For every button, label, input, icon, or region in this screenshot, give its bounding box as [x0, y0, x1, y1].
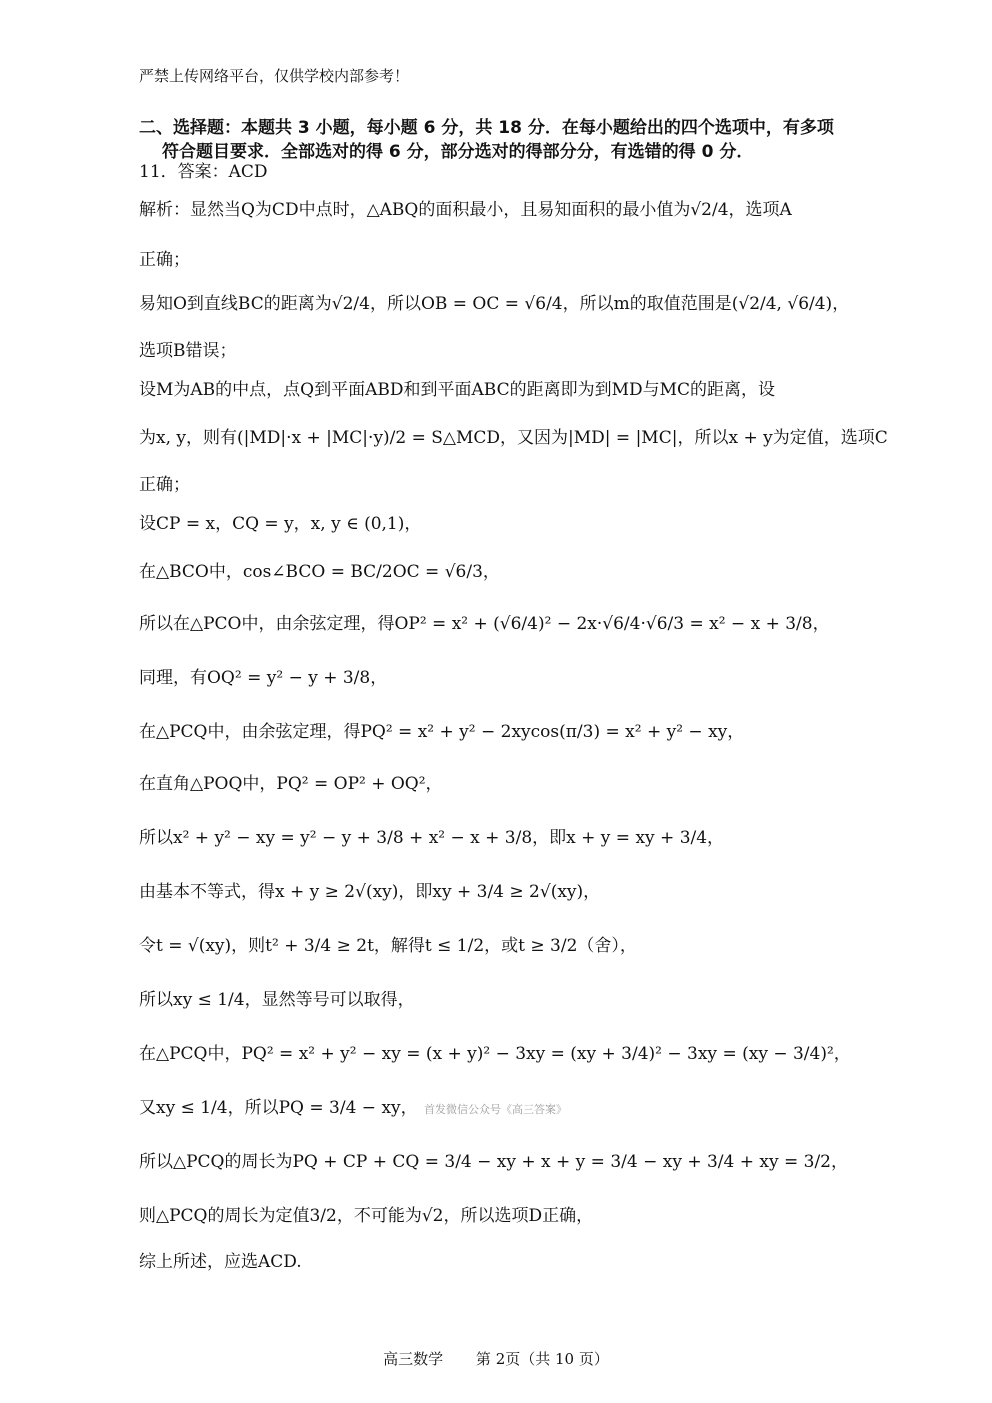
solution-line: 11．答案：ACD	[139, 162, 268, 182]
solution-line: 同理，有OQ² = y² − y + 3/8，	[139, 668, 388, 688]
footer-page-number: 第 2页（共 10 页）	[475, 1350, 609, 1368]
solution-line: 又xy ≤ 1/4，所以PQ = 3/4 − xy，	[139, 1098, 418, 1118]
solution-line: 易知O到直线BC的距离为√2/4，所以OB = OC = √6/4，所以m的取值范围是(√2/4, √6/4)，	[139, 294, 850, 314]
solution-line: 所以在△PCO中，由余弦定理，得OP² = x² + (√6/4)² − 2x·√6/4·√6/3 = x² − x + 3/8，	[139, 614, 830, 634]
solution-line: 所以△PCQ的周长为PQ + CP + CQ = 3/4 − xy + x + y = 3/4 − xy + 3/4 + xy = 3/2，	[139, 1152, 848, 1172]
solution-line: 所以xy ≤ 1/4，显然等号可以取得，	[139, 990, 415, 1010]
solution-line: 为x, y，则有(|MD|·x + |MC|·y)/2 = S△MCD，又因为|MD| = |MC|，所以x + y为定值，选项C	[139, 428, 888, 448]
solution-line: 正确；	[139, 475, 190, 495]
solution-line: 由基本不等式，得x + y ≥ 2√(xy)，即xy + 3/4 ≥ 2√(xy)，	[139, 882, 601, 902]
section-title-line-2: 符合题目要求．全部选对的得 6 分，部分选对的得部分分，有选错的得 0 分．	[162, 142, 754, 162]
solution-line: 选项B错误；	[139, 341, 237, 361]
solution-line: 所以x² + y² − xy = y² − y + 3/8 + x² − x + 3/8，即x + y = xy + 3/4，	[139, 828, 725, 848]
solution-line: 在△BCO中，cos∠BCO = BC/2OC = √6/3，	[139, 562, 500, 582]
solution-line: 综上所述，应选ACD.	[139, 1252, 302, 1272]
solution-line: 正确；	[139, 250, 190, 270]
solution-line: 令t = √(xy)，则t² + 3/4 ≥ 2t，解得t ≤ 1/2，或t ≥ 3/2（舍），	[139, 936, 637, 956]
solution-line: 设M为AB的中点，点Q到平面ABD和到平面ABC的距离即为到MD与MC的距离，设	[139, 380, 776, 400]
solution-line: 则△PCQ的周长为定值3/2，不可能为√2，所以选项D正确，	[139, 1206, 594, 1226]
watermark: 首发微信公众号《高三答案》	[424, 1103, 567, 1116]
solution-line: 在△PCQ中，由余弦定理，得PQ² = x² + y² − 2xycos(π/3) = x² + y² − xy，	[139, 722, 745, 742]
notice-text: 严禁上传网络平台，仅供学校内部参考！	[139, 67, 410, 85]
page-footer	[0, 1348, 992, 1369]
section-title-line-1: 二、选择题：本题共 3 小题，每小题 6 分，共 18 分．在每小题给出的四个选项中，有多项	[139, 118, 834, 138]
solution-line: 解析：显然当Q为CD中点时，△ABQ的面积最小，且易知面积的最小值为√2/4，选项A	[139, 200, 792, 220]
solution-line: 在△PCQ中，PQ² = x² + y² − xy = (x + y)² − 3xy = (xy + 3/4)² − 3xy = (xy − 3/4)²，	[139, 1044, 851, 1064]
solution-line: 在直角△POQ中，PQ² = OP² + OQ²，	[139, 774, 443, 794]
solution-line: 设CP = x，CQ = y，x, y ∈ (0,1)，	[139, 514, 422, 534]
footer-subject: 高三数学	[383, 1350, 444, 1368]
